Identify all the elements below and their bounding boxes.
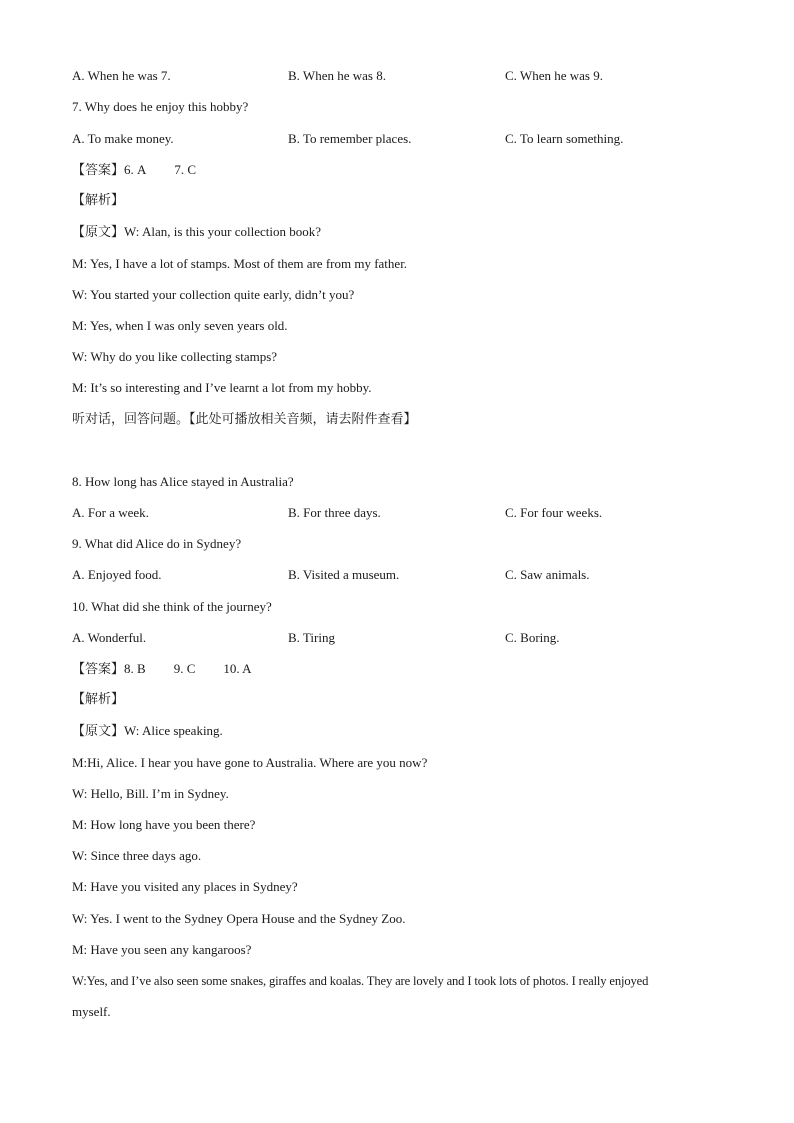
transcript-line: W: You started your collection quite early, didn’t you? <box>72 287 355 302</box>
transcript-line <box>72 723 223 740</box>
q6-option-b: B. When he was 8. <box>288 68 386 83</box>
q7-option-a: A. To make money. <box>72 131 174 146</box>
q8-option-a: A. For a week. <box>72 505 149 520</box>
q10-question: 10. What did she think of the journey? <box>72 599 272 614</box>
transcript-line: W: Yes. I went to the Sydney Opera House and the Sydney Zoo. <box>72 911 406 926</box>
q9-question: 9. What did Alice do in Sydney? <box>72 536 242 551</box>
q9-option-a: A. Enjoyed food. <box>72 567 162 582</box>
q6-option-a: A. When he was 7. <box>72 68 171 83</box>
transcript-line: M: How long have you been there? <box>72 817 256 832</box>
transcript-line: M: It’s so interesting and I’ve learnt a lot from my hobby. <box>72 380 372 395</box>
q7-option-b: B. To remember places. <box>288 131 412 146</box>
answer-10: 10. A <box>223 661 252 676</box>
answer-line-2 <box>72 661 252 678</box>
answer-8: 8. B <box>124 661 146 676</box>
q9-option-b: B. Visited a museum. <box>288 567 400 582</box>
q8-question: 8. How long has Alice stayed in Australia? <box>72 474 294 489</box>
transcript-line: myself. <box>72 1004 111 1019</box>
q7-option-c: C. To learn something. <box>505 131 624 146</box>
transcript-line: M: Have you visited any places in Sydney? <box>72 879 298 894</box>
transcript-line: W:Yes, and I’ve also seen some snakes, giraffes and koalas. They are lovely and I took lots of photos. I really enjoyed <box>72 974 649 988</box>
q6-option-c: C. When he was 9. <box>505 68 603 83</box>
analysis-tag-1: 【解析】 <box>72 193 125 208</box>
dialogue-text: W: Alice speaking. <box>124 723 223 738</box>
answer-tag: 【答案】 <box>72 163 125 178</box>
answer-6: 6. A <box>124 162 147 177</box>
q10-option-a: A. Wonderful. <box>72 630 147 645</box>
transcript-line <box>72 224 321 241</box>
transcript-line: M:Hi, Alice. I hear you have gone to Australia. Where are you now? <box>72 755 428 770</box>
q10-option-c: C. Boring. <box>505 630 560 645</box>
transcript-line: W: Hello, Bill. I’m in Sydney. <box>72 786 229 801</box>
q7-question: 7. Why does he enjoy this hobby? <box>72 99 249 114</box>
answer-line-1 <box>72 162 196 179</box>
q8-option-c: C. For four weeks. <box>505 505 603 520</box>
transcript-tag: 【原文】 <box>72 225 125 240</box>
q9-option-c: C. Saw animals. <box>505 567 590 582</box>
listening-instruction: 听对话，回答问题。【此处可播放相关音频，请去附件查看】 <box>72 412 417 427</box>
transcript-line: W: Why do you like collecting stamps? <box>72 349 278 364</box>
analysis-tag-2: 【解析】 <box>72 692 125 707</box>
dialogue-text: W: Alan, is this your collection book? <box>124 224 322 239</box>
q10-option-b: B. Tiring <box>288 630 335 645</box>
answer-7: 7. C <box>174 162 197 177</box>
answer-tag: 【答案】 <box>72 662 125 677</box>
transcript-line: W: Since three days ago. <box>72 848 202 863</box>
transcript-line: M: Yes, when I was only seven years old. <box>72 318 288 333</box>
q8-option-b: B. For three days. <box>288 505 381 520</box>
transcript-tag: 【原文】 <box>72 724 125 739</box>
answer-9: 9. C <box>173 661 196 676</box>
transcript-line: M: Yes, I have a lot of stamps. Most of them are from my father. <box>72 256 408 271</box>
transcript-line: M: Have you seen any kangaroos? <box>72 942 252 957</box>
